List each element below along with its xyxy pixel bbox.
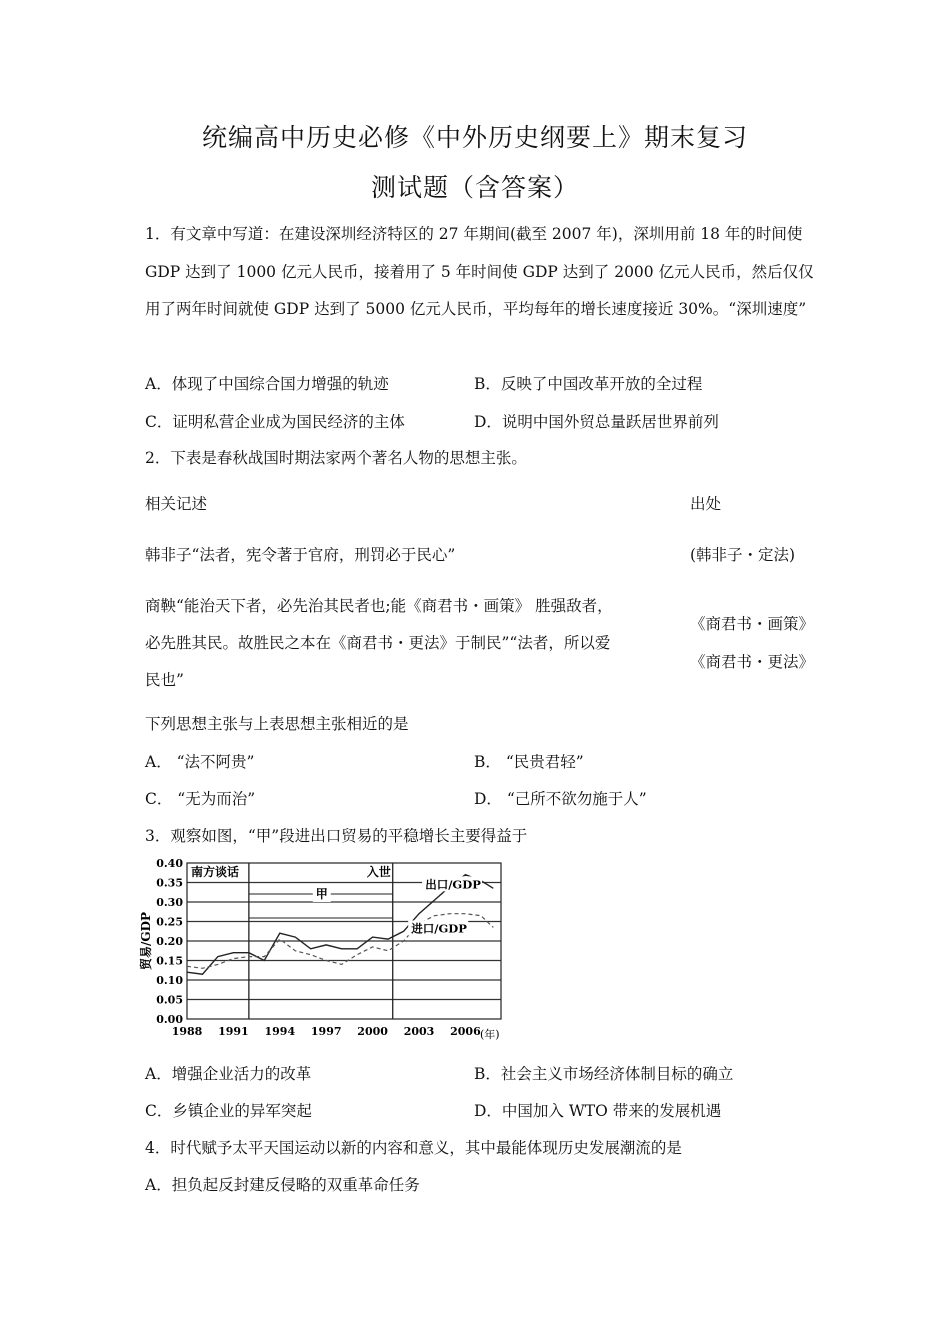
table-header-record: 相关记述 (145, 495, 208, 513)
question-3-stem: 3．观察如图，“甲”段进出口贸易的平稳增长主要得益于 (145, 827, 528, 845)
question-4-option-a[interactable]: A．担负起反封建反侵略的双重革命任务 (145, 1176, 420, 1194)
chart-y-tick-label: 0.20 (156, 935, 183, 948)
chart-x-tick-label: 2003 (403, 1025, 435, 1038)
question-1-option-d[interactable]: D．说明中国外贸总量跃居世界前列 (474, 413, 719, 431)
question-2-option-a[interactable]: A． “法不阿贵” (145, 753, 255, 771)
chart-y-tick-label: 0.00 (156, 1013, 183, 1026)
chart-gridlines (187, 883, 501, 1000)
page-title-line1: 统编高中历史必修《中外历史纲要上》期末复习 (201, 123, 748, 152)
chart-x-tick-label: 2000 (357, 1025, 388, 1038)
table-row1-record: 韩非子“法者，宪令著于官府，刑罚必于民心” (145, 546, 456, 564)
chart-y-tick-label: 0.10 (156, 974, 183, 987)
chart-x-tick-label: 1991 (218, 1025, 249, 1038)
chart-annotation-wto: 入世 (366, 865, 391, 879)
chart-x-tick-label: 2006 (450, 1025, 481, 1038)
chart-x-tick-label: 1994 (264, 1025, 296, 1038)
question-1-option-a[interactable]: A．体现了中国综合国力增强的轨迹 (145, 375, 389, 393)
chart-y-tick-label: 0.30 (156, 896, 183, 909)
question-1-option-b[interactable]: B．反映了中国改革开放的全过程 (474, 375, 703, 393)
chart-x-tick-label: 1988 (171, 1025, 203, 1038)
question-2-option-c[interactable]: C． “无为而治” (145, 790, 256, 808)
table-header-source: 出处 (690, 495, 722, 513)
chart-y-tick-label: 0.05 (156, 993, 183, 1007)
question-2-option-b[interactable]: B． “民贵君轻” (474, 753, 584, 771)
chart-y-axis-label: 贸易/GDP (139, 911, 153, 971)
chart-y-tick-label: 0.25 (156, 915, 183, 929)
table-row2-record-line3: 民也” (145, 671, 184, 689)
question-2-stem: 2．下表是春秋战国时期法家两个著名人物的思想主张。 (145, 449, 527, 467)
chart-x-axis-label: (年) (480, 1028, 500, 1041)
table-row2-source-line1: 《商君书・画策》 (690, 615, 815, 633)
question-2-option-d[interactable]: D． “己所不欲勿施于人” (474, 790, 647, 808)
chart-x-tick-label: 1997 (310, 1025, 342, 1038)
chart-annotation-southern-talk: 南方谈话 (191, 865, 240, 879)
chart-y-tick-label: 0.35 (156, 876, 183, 890)
table-row1-source: (韩非子・定法) (690, 546, 796, 564)
chart-y-tick-label: 0.15 (156, 954, 183, 968)
question-3-option-b[interactable]: B．社会主义市场经济体制目标的确立 (474, 1065, 734, 1083)
question-3-option-a[interactable]: A．增强企业活力的改革 (145, 1065, 312, 1083)
table-row2-record-line1: 商鞅“能治天下者，必先治其民者也;能《商君书・画策》 胜强敌者， (145, 597, 613, 615)
table-row2-source-line2: 《商君书・更法》 (690, 653, 815, 671)
question-3-option-c[interactable]: C．乡镇企业的异军突起 (145, 1102, 312, 1120)
chart-series-label-export: 出口/GDP (425, 877, 481, 892)
question-1-option-c[interactable]: C．证明私营企业成为国民经济的主体 (145, 413, 405, 431)
page-title-line2: 测试题（含答案） (370, 173, 579, 202)
chart-y-tick-label: 0.40 (156, 857, 183, 870)
question-4-stem: 4．时代赋予太平天国运动以新的内容和意义，其中最能体现历史发展潮流的是 (145, 1139, 682, 1157)
table-row2-record-line2: 必先胜其民。故胜民之本在《商君书・更法》于制民”“法者，所以爱 (145, 634, 611, 652)
chart-series-label-import: 进口/GDP (411, 921, 467, 936)
trade-gdp-chart (139, 855, 504, 1045)
question-1-stem: 1．有文章中写道：在建设深圳经济特区的 27 年期间(截至 2007 年)，深圳用前 18 年的时间使 GDP 达到了 1000 亿元人民币，接着用了 5 年时间使 GDP 达到了 2000 亿元人民币，然后仅仅用了两年时间就使 GDP 达到了 5000 亿元人民币，平均每年的增长速度接近 30%。“深圳速度” (145, 225, 814, 318)
question-3-option-d[interactable]: D．中国加入 WTO 带来的发展机遇 (474, 1102, 722, 1120)
question-2-prompt: 下列思想主张与上表思想主张相近的是 (145, 715, 409, 733)
chart-annotation-segment: 甲 (315, 887, 328, 901)
